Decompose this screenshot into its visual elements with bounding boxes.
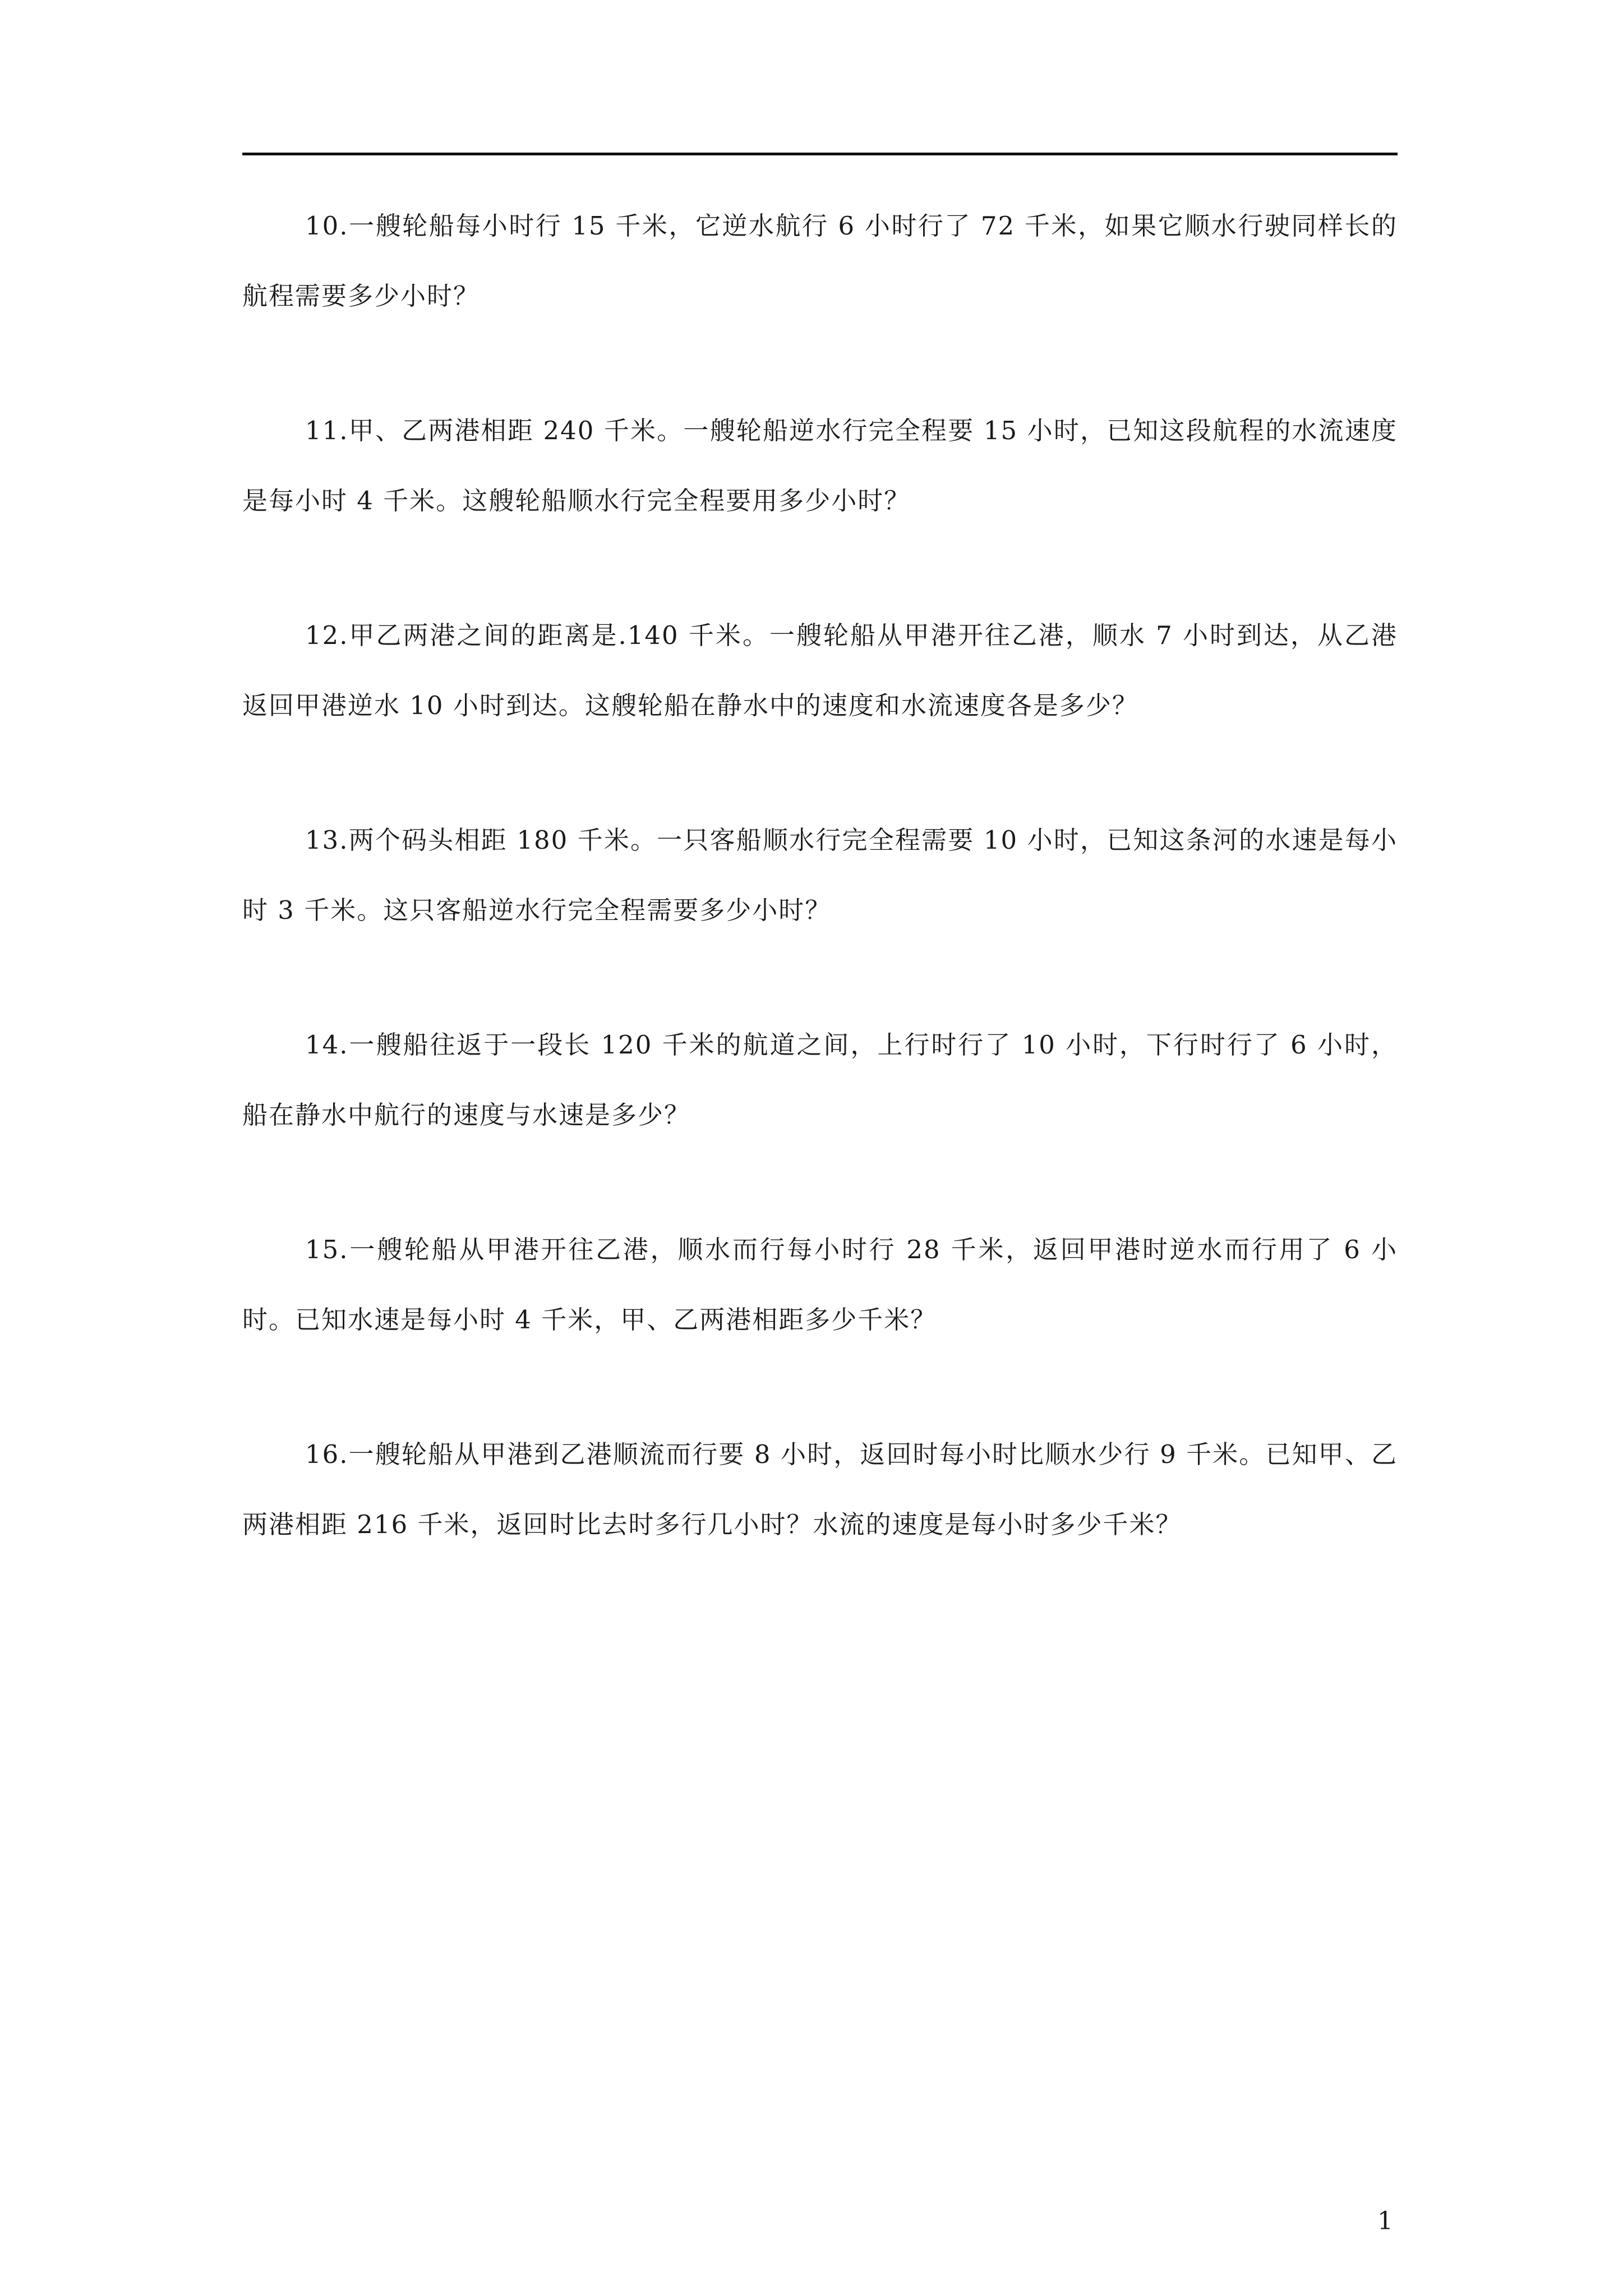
problem-16: 16.一艘轮船从甲港到乙港顺流而行要 8 小时，返回时每小时比顺水少行 9 千米。已知甲、乙两港相距 216 千米，返回时比去时多行几小时？水流的速度是每小时多少千米？ <box>242 1439 1398 1539</box>
problem-list <box>242 191 1398 1624</box>
problem-15: 15.一艘轮船从甲港开往乙港，顺水而行每小时行 28 千米，返回甲港时逆水而行用了 6 小时。已知水速是每小时 4 千米，甲、乙两港相距多少千米？ <box>242 1235 1398 1335</box>
problem-13: 13.两个码头相距 180 千米。一只客船顺水行完全程需要 10 小时，已知这条河的水速是每小时 3 千米。这只客船逆水行完全程需要多少小时？ <box>242 825 1398 925</box>
header-rule <box>242 153 1398 155</box>
problem-12: 12.甲乙两港之间的距离是.140 千米。一艘轮船从甲港开往乙港，顺水 7 小时到达，从乙港返回甲港逆水 10 小时到达。这艘轮船在静水中的速度和水流速度各是多少？ <box>242 620 1398 720</box>
problem-11: 11.甲、乙两港相距 240 千米。一艘轮船逆水行完全程要 15 小时，已知这段航程的水流速度是每小时 4 千米。这艘轮船顺水行完全程要用多少小时？ <box>242 416 1398 516</box>
problem-14: 14.一艘船往返于一段长 120 千米的航道之间，上行时行了 10 小时，下行时行了 6 小时，船在静水中航行的速度与水速是多少？ <box>242 1030 1398 1130</box>
page-number: 1 <box>1377 2207 1393 2235</box>
problem-10: 10.一艘轮船每小时行 15 千米，它逆水航行 6 小时行了 72 千米，如果它顺水行驶同样长的航程需要多少小时？ <box>242 211 1398 311</box>
